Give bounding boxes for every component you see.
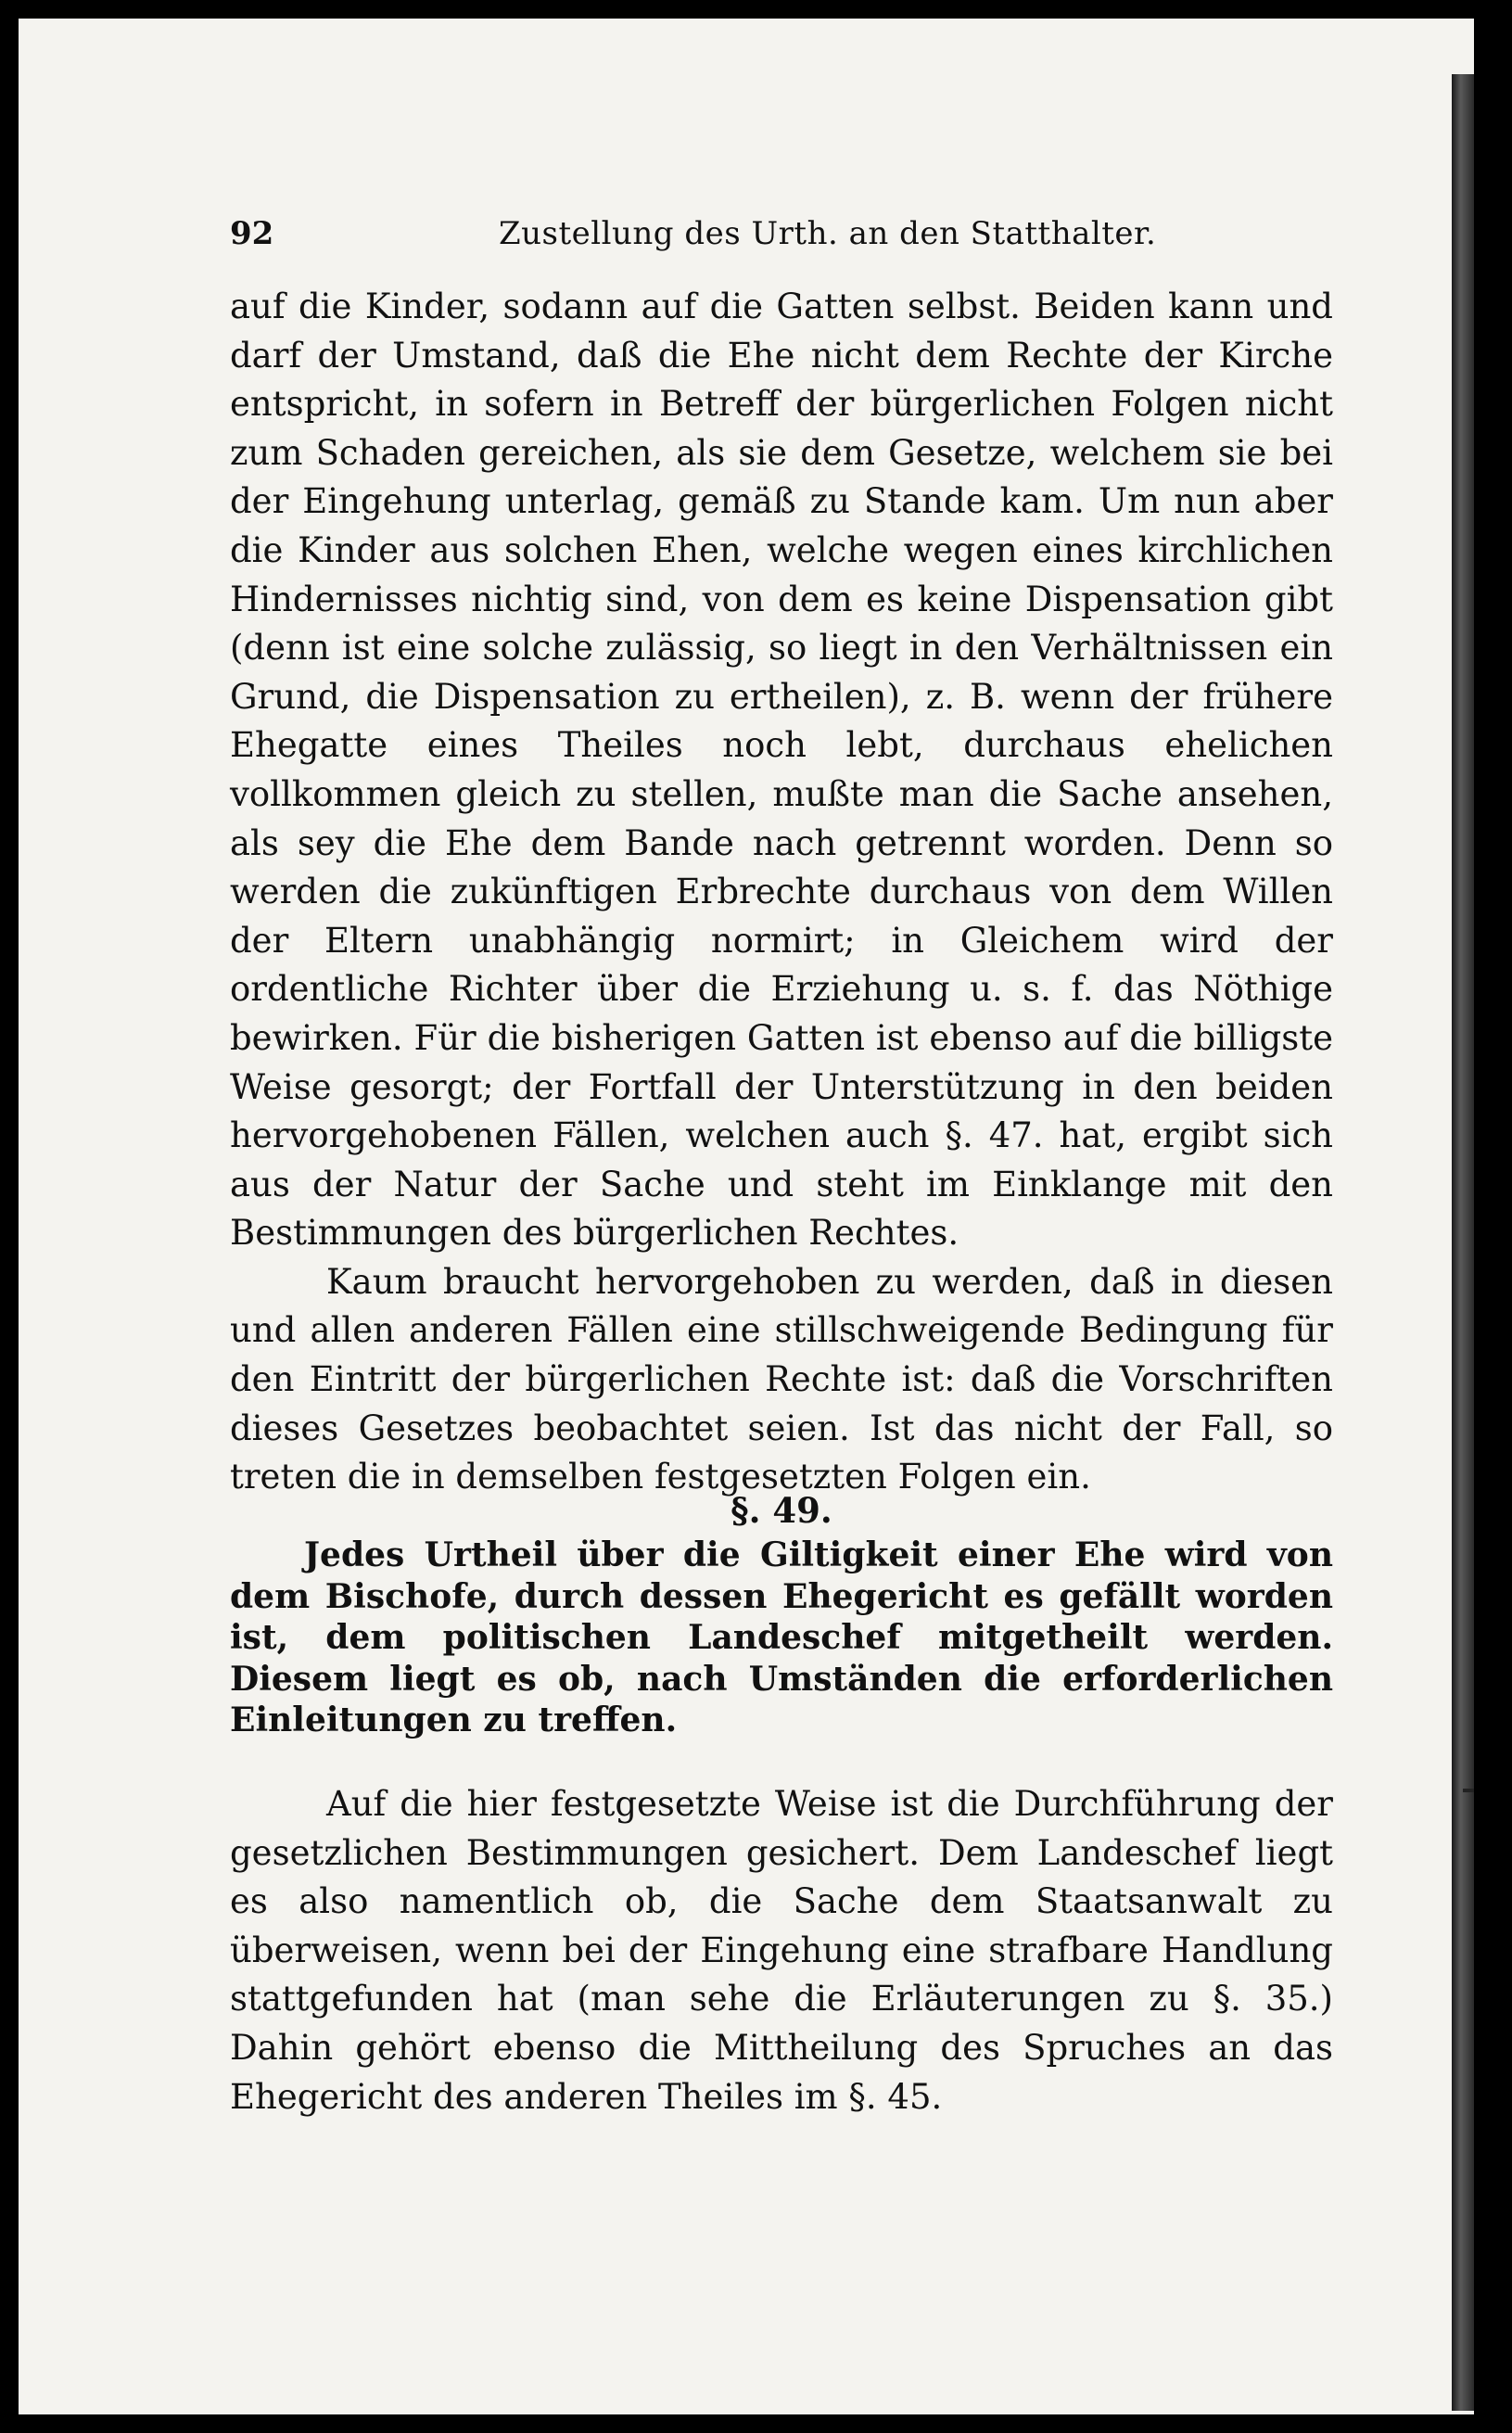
running-title: Zustellung des Urth. an den Statthalter. (499, 215, 1157, 252)
paragraph-kaum: Kaum braucht hervorgehoben zu werden, daß in diesen und allen anderen Fällen eine stillschweigende Bedingung für den Eintritt der bürgerlichen Rechte ist: daß die Vorschriften dieses Gesetzes beobachtet seien. Ist das nicht der Fall, so treten die in demselben festgesetzten Folgen ein. (230, 1261, 1333, 1497)
body-text-lower (230, 1780, 1333, 2121)
statute-text: Jedes Urtheil über die Giltigkeit einer Ehe wird von dem Bischofe, durch dessen Ehegericht es gefällt worden ist, dem politischen Landeschef mitgetheilt werden. Diesem liegt es ob, nach Umständen die erforderlichen Einleitungen zu treffen. (230, 1535, 1333, 1740)
paragraph-commentary: Auf die hier festgesetzte Weise ist die Durchführung der gesetzlichen Bestimmungen gesichert. Dem Landeschef liegt es also namentlich ob, die Sache dem Staatsanwalt zu überweisen, wenn bei der Eingehung eine strafbare Handlung stattgefunden hat (man sehe die Erläuterungen zu §. 35.) Dahin gehört ebenso die Mittheilung des Spruches an das Ehegericht des anderen Theiles im §. 45. (230, 1784, 1333, 2117)
running-header (230, 215, 1333, 261)
page-number: 92 (230, 215, 274, 252)
section-heading: §. 49. (731, 1490, 832, 1531)
margin-mark (1463, 1789, 1474, 1792)
paragraph-kinder: auf die Kinder, sodann auf die Gatten selbst. Beiden kann und darf der Umstand, daß die Ehe nicht dem Rechte der Kirche entspricht, in sofern in Betreff der bürgerlichen Folgen nicht zum Schaden gereichen, als sie dem Gesetze, welchem sie bei der Eingehung unterlag, gemäß zu Stande kam. Um nun aber die Kinder aus solchen Ehen, welche wegen eines kirchlichen Hindernisses nichtig sind, von dem es keine Dispensation gibt (denn ist eine solche zulässig, so liegt in den Verhältnissen ein Grund, die Dispensation zu ertheilen), z. B. wenn der frühere Ehegatte eines Theiles noch lebt, durchaus ehelichen vollkommen gleich zu stellen, mußte man die Sache ansehen, als sey die Ehe dem Bande nach getrennt worden. Denn so werden die zukünftigen Erbrechte durchaus von dem Willen der Eltern unabhängig normirt; in Gleichem wird der ordentliche Richter über die Erziehung u. s. f. das Nöthige bewirken. Für die bisherigen Gatten ist ebenso auf die billigste Weise gesorgt; der Fortfall der Unterstützung in den beiden hervorgehobenen Fällen, welchen auch §. 47. hat, ergibt sich aus der Natur der Sache und steht im Einklange mit den Bestimmungen des bürgerlichen Rechtes. (230, 287, 1333, 1254)
page-edge-shadow (1452, 74, 1474, 2411)
body-text-upper (230, 283, 1333, 1502)
